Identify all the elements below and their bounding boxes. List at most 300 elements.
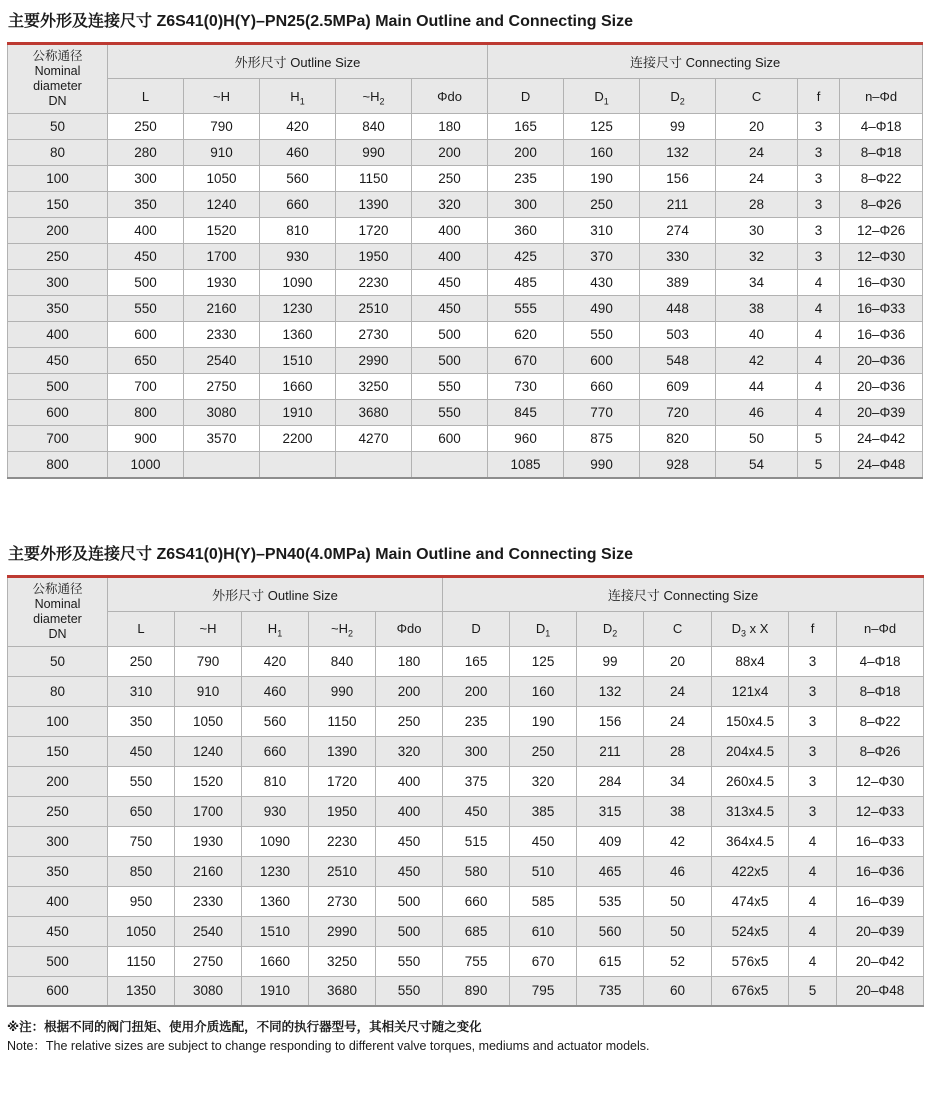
table-row xyxy=(8,676,924,706)
dn-header-line: DN xyxy=(48,626,67,641)
table-cell: 1050 xyxy=(108,916,175,946)
table-cell: 560 xyxy=(242,706,309,736)
table-cell: 800 xyxy=(108,400,184,426)
dn-header-line: DN xyxy=(48,94,67,108)
table-cell: 1150 xyxy=(108,946,175,976)
table-cell: 2510 xyxy=(309,856,376,886)
table-cell: 1660 xyxy=(260,374,336,400)
table-cell: 8–Φ22 xyxy=(840,166,923,192)
table-cell: 250 xyxy=(564,192,640,218)
table-cell: 12–Φ33 xyxy=(837,796,924,826)
table-row xyxy=(8,296,923,322)
table-cell: 425 xyxy=(488,244,564,270)
table-cell: 1720 xyxy=(309,766,376,796)
table-cell: 450 xyxy=(412,296,488,322)
table-cell: 3250 xyxy=(309,946,376,976)
table-cell: 448 xyxy=(640,296,716,322)
table-cell: 16–Φ30 xyxy=(840,270,923,296)
table-cell: 1720 xyxy=(336,218,412,244)
table-cell: 8–Φ26 xyxy=(837,736,924,766)
table-cell: 524x5 xyxy=(712,916,789,946)
table-row xyxy=(8,796,924,826)
table-cell: 3680 xyxy=(309,976,376,1006)
table-group-header-row xyxy=(8,576,924,611)
table-cell: 5 xyxy=(798,452,840,478)
column-header: L xyxy=(108,611,175,646)
table-cell: 1390 xyxy=(309,736,376,766)
table-cell: 3 xyxy=(798,218,840,244)
table-cell: 4–Φ18 xyxy=(837,646,924,676)
table-cell: 660 xyxy=(443,886,510,916)
table-cell: 450 xyxy=(376,826,443,856)
table-cell: 40 xyxy=(716,322,798,348)
table-cell: 235 xyxy=(488,166,564,192)
table-cell: 720 xyxy=(640,400,716,426)
table-cell: 560 xyxy=(260,166,336,192)
column-header: $D_1$ xyxy=(564,79,640,114)
table-cell: 450 xyxy=(108,736,175,766)
table-cell: 132 xyxy=(640,140,716,166)
table-row xyxy=(8,244,923,270)
table-cell: 4 xyxy=(798,322,840,348)
table-cell: 12–Φ30 xyxy=(837,766,924,796)
table-cell: 1950 xyxy=(309,796,376,826)
table-cell: 125 xyxy=(564,114,640,140)
table-cell: 3 xyxy=(798,244,840,270)
table-cell: 4 xyxy=(798,348,840,374)
table-cell: 990 xyxy=(564,452,640,478)
connecting-size-group-header: 连接尺寸 Connecting Size xyxy=(443,576,924,611)
dn-header-line: diameter xyxy=(33,611,82,626)
table-cell: 8–Φ18 xyxy=(837,676,924,706)
table-cell: 200 xyxy=(443,676,510,706)
table-cell: 385 xyxy=(510,796,577,826)
table-row xyxy=(8,322,923,348)
table-cell: 910 xyxy=(184,140,260,166)
table-cell: 165 xyxy=(488,114,564,140)
column-header: D xyxy=(443,611,510,646)
table-cell: 609 xyxy=(640,374,716,400)
table-cell: 8–Φ22 xyxy=(837,706,924,736)
table-cell: 320 xyxy=(510,766,577,796)
table-cell: 700 xyxy=(8,426,108,452)
table-cell: 400 xyxy=(8,322,108,348)
table-cell: 60 xyxy=(644,976,712,1006)
column-header: n–Φd xyxy=(837,611,924,646)
table-cell: 800 xyxy=(8,452,108,478)
table-cell: 750 xyxy=(108,826,175,856)
table-cell: 2510 xyxy=(336,296,412,322)
table-cell: 300 xyxy=(8,270,108,296)
table-cell: 409 xyxy=(577,826,644,856)
column-header: $D_1$ xyxy=(510,611,577,646)
table-cell: 20–Φ36 xyxy=(840,374,923,400)
table-cell: 156 xyxy=(577,706,644,736)
table-cell: 460 xyxy=(242,676,309,706)
table-row xyxy=(8,976,924,1006)
table-cell: 28 xyxy=(716,192,798,218)
table-cell: 320 xyxy=(376,736,443,766)
table-cell: 500 xyxy=(376,886,443,916)
table-cell: 34 xyxy=(716,270,798,296)
table-cell: 42 xyxy=(644,826,712,856)
table-cell: 370 xyxy=(564,244,640,270)
table-cell: 460 xyxy=(260,140,336,166)
table-cell: 795 xyxy=(510,976,577,1006)
table-cell: 20–Φ36 xyxy=(840,348,923,374)
table-cell: 200 xyxy=(8,766,108,796)
table-cell: 2230 xyxy=(309,826,376,856)
table-cell: 4 xyxy=(798,374,840,400)
table-cell: 1660 xyxy=(242,946,309,976)
table-cell: 510 xyxy=(510,856,577,886)
table-cell: 2730 xyxy=(309,886,376,916)
table-cell: 3250 xyxy=(336,374,412,400)
table-row xyxy=(8,452,923,478)
table-cell: 550 xyxy=(108,766,175,796)
table-cell: 650 xyxy=(108,796,175,826)
table-cell: 650 xyxy=(108,348,184,374)
table-cell: 928 xyxy=(640,452,716,478)
table-cell: 685 xyxy=(443,916,510,946)
column-header: $D_3$ x X xyxy=(712,611,789,646)
table-cell: 2160 xyxy=(175,856,242,886)
table-cell: 2330 xyxy=(184,322,260,348)
table-cell: 16–Φ33 xyxy=(837,826,924,856)
table-cell: 16–Φ36 xyxy=(840,322,923,348)
table-column-header-row xyxy=(8,79,923,114)
pn40-section xyxy=(7,541,920,1008)
table-cell: 1700 xyxy=(175,796,242,826)
table-cell: 580 xyxy=(443,856,510,886)
table-row xyxy=(8,192,923,218)
table-row xyxy=(8,766,924,796)
table-cell: 160 xyxy=(510,676,577,706)
table-cell: 790 xyxy=(184,114,260,140)
table-cell xyxy=(336,452,412,478)
table-cell: 12–Φ26 xyxy=(840,218,923,244)
table-cell: 80 xyxy=(8,140,108,166)
table-cell: 1360 xyxy=(242,886,309,916)
table-cell: 450 xyxy=(376,856,443,886)
table-cell: 3 xyxy=(798,192,840,218)
table-cell: 132 xyxy=(577,676,644,706)
table-cell: 260x4.5 xyxy=(712,766,789,796)
table-cell: 420 xyxy=(260,114,336,140)
table-cell: 364x4.5 xyxy=(712,826,789,856)
table-cell: 211 xyxy=(640,192,716,218)
table-cell: 2230 xyxy=(336,270,412,296)
table-cell: 450 xyxy=(443,796,510,826)
table-cell: 875 xyxy=(564,426,640,452)
table-cell: 32 xyxy=(716,244,798,270)
table-cell: 46 xyxy=(644,856,712,886)
table-cell: 1910 xyxy=(242,976,309,1006)
pn25-table-body xyxy=(8,114,923,478)
table-cell: 300 xyxy=(108,166,184,192)
column-header: $D_2$ xyxy=(577,611,644,646)
table-row xyxy=(8,916,924,946)
column-header: D xyxy=(488,79,564,114)
table-cell: 250 xyxy=(8,244,108,270)
table-cell: 50 xyxy=(8,114,108,140)
table-cell: 52 xyxy=(644,946,712,976)
table-row xyxy=(8,218,923,244)
table-cell: 4 xyxy=(789,826,837,856)
table-cell: 1050 xyxy=(175,706,242,736)
table-cell: 20–Φ42 xyxy=(837,946,924,976)
table-cell: 850 xyxy=(108,856,175,886)
table-cell: 50 xyxy=(644,916,712,946)
table-cell: 156 xyxy=(640,166,716,192)
table-cell: 500 xyxy=(412,322,488,348)
table-cell: 3 xyxy=(789,676,837,706)
table-cell: 4 xyxy=(789,916,837,946)
pn25-table xyxy=(7,42,923,479)
table-cell: 24–Φ42 xyxy=(840,426,923,452)
dn-header-line: 公称通径 xyxy=(32,49,83,63)
table-row xyxy=(8,270,923,296)
table-cell: 204x4.5 xyxy=(712,736,789,766)
table-cell: 500 xyxy=(8,946,108,976)
table-cell: 4 xyxy=(789,856,837,886)
table-row xyxy=(8,426,923,452)
table-cell: 3080 xyxy=(184,400,260,426)
table-row xyxy=(8,856,924,886)
table-cell: 8–Φ26 xyxy=(840,192,923,218)
table-cell: 88x4 xyxy=(712,646,789,676)
table-cell: 2540 xyxy=(175,916,242,946)
connecting-size-group-header: 连接尺寸 Connecting Size xyxy=(488,44,923,79)
table-cell: 845 xyxy=(488,400,564,426)
table-cell: 1240 xyxy=(175,736,242,766)
dn-header-cell xyxy=(8,44,108,114)
table-cell: 2990 xyxy=(336,348,412,374)
table-cell: 2540 xyxy=(184,348,260,374)
table-row xyxy=(8,826,924,856)
table-cell: 600 xyxy=(564,348,640,374)
table-cell: 1910 xyxy=(260,400,336,426)
table-cell: 420 xyxy=(242,646,309,676)
table-row xyxy=(8,114,923,140)
table-cell: 80 xyxy=(8,676,108,706)
table-row xyxy=(8,348,923,374)
table-cell: 730 xyxy=(488,374,564,400)
table-cell: 450 xyxy=(8,348,108,374)
table-cell: 280 xyxy=(108,140,184,166)
table-cell: 550 xyxy=(412,374,488,400)
table-row xyxy=(8,140,923,166)
table-cell: 2990 xyxy=(309,916,376,946)
table-cell: 16–Φ33 xyxy=(840,296,923,322)
table-cell: 190 xyxy=(510,706,577,736)
column-header: Φdo xyxy=(412,79,488,114)
table-cell: 30 xyxy=(716,218,798,244)
table-cell: 12–Φ30 xyxy=(840,244,923,270)
table-cell: 810 xyxy=(242,766,309,796)
table-cell: 1350 xyxy=(108,976,175,1006)
table-cell: 1230 xyxy=(242,856,309,886)
table-cell: 150 xyxy=(8,736,108,766)
table-cell: 250 xyxy=(412,166,488,192)
table-cell: 3 xyxy=(789,766,837,796)
table-cell: 4 xyxy=(798,270,840,296)
table-cell: 300 xyxy=(488,192,564,218)
column-header: L xyxy=(108,79,184,114)
table-cell: 24 xyxy=(644,676,712,706)
table-cell: 450 xyxy=(510,826,577,856)
table-cell: 3 xyxy=(798,140,840,166)
table-cell: 160 xyxy=(564,140,640,166)
table-cell: 2200 xyxy=(260,426,336,452)
table-cell: 24 xyxy=(716,140,798,166)
table-cell: 121x4 xyxy=(712,676,789,706)
table-cell: 600 xyxy=(412,426,488,452)
footnotes xyxy=(7,1018,920,1055)
table-cell: 350 xyxy=(8,856,108,886)
table-cell: 3080 xyxy=(175,976,242,1006)
table-cell: 550 xyxy=(412,400,488,426)
table-cell: 4 xyxy=(798,296,840,322)
table-cell: 490 xyxy=(564,296,640,322)
table-cell: 4 xyxy=(789,946,837,976)
table-cell: 5 xyxy=(798,426,840,452)
table-cell: 3 xyxy=(798,166,840,192)
table-cell: 400 xyxy=(412,218,488,244)
table-cell xyxy=(412,452,488,478)
table-cell: 1700 xyxy=(184,244,260,270)
table-cell: 550 xyxy=(376,976,443,1006)
table-cell: 16–Φ36 xyxy=(837,856,924,886)
table-cell: 1090 xyxy=(260,270,336,296)
table-cell: 610 xyxy=(510,916,577,946)
table-row xyxy=(8,166,923,192)
table-cell: 960 xyxy=(488,426,564,452)
column-header: $\sim H_2$ xyxy=(309,611,376,646)
table-cell: 1085 xyxy=(488,452,564,478)
table-cell: 235 xyxy=(443,706,510,736)
table-cell: 1520 xyxy=(184,218,260,244)
table-cell: 8–Φ18 xyxy=(840,140,923,166)
table-cell: 24–Φ48 xyxy=(840,452,923,478)
table-cell: 670 xyxy=(488,348,564,374)
table-cell: 950 xyxy=(108,886,175,916)
dn-header-line: Nominal xyxy=(34,596,81,611)
table-cell: 500 xyxy=(412,348,488,374)
dn-header-line: Nominal xyxy=(34,64,81,78)
note-chinese: ※注：根据不同的阀门扭矩、使用介质选配，不同的执行器型号，其相关尺寸随之变化 xyxy=(7,1020,482,1034)
table-cell: 50 xyxy=(8,646,108,676)
pn40-table-body xyxy=(8,646,924,1006)
table-cell: 3 xyxy=(789,646,837,676)
table-cell: 99 xyxy=(577,646,644,676)
column-header: $H_1$ xyxy=(260,79,336,114)
table-cell: 1230 xyxy=(260,296,336,322)
table-cell: 600 xyxy=(8,400,108,426)
note-english: Note：The relative sizes are subject to change responding to different valve torques, mediums and actuator models. xyxy=(7,1039,650,1053)
table-cell: 450 xyxy=(412,270,488,296)
table-cell: 550 xyxy=(108,296,184,322)
column-header: ~H xyxy=(184,79,260,114)
table-cell: 3 xyxy=(798,114,840,140)
table-cell: 44 xyxy=(716,374,798,400)
table-cell xyxy=(260,452,336,478)
table-cell: 50 xyxy=(716,426,798,452)
table-cell: 576x5 xyxy=(712,946,789,976)
table-cell: 284 xyxy=(577,766,644,796)
table-cell: 300 xyxy=(443,736,510,766)
table-cell: 200 xyxy=(488,140,564,166)
column-header: $H_1$ xyxy=(242,611,309,646)
table-cell: 670 xyxy=(510,946,577,976)
table-cell: 615 xyxy=(577,946,644,976)
table-cell: 4 xyxy=(798,400,840,426)
table-cell: 211 xyxy=(577,736,644,766)
table-cell: 735 xyxy=(577,976,644,1006)
table-cell: 515 xyxy=(443,826,510,856)
table-row xyxy=(8,736,924,766)
column-header: f xyxy=(798,79,840,114)
table-cell: 125 xyxy=(510,646,577,676)
table-cell: 310 xyxy=(564,218,640,244)
table-row xyxy=(8,886,924,916)
column-header: f xyxy=(789,611,837,646)
table-cell: 2160 xyxy=(184,296,260,322)
table-cell: 300 xyxy=(8,826,108,856)
table-cell: 450 xyxy=(108,244,184,270)
pn25-table-title: 主要外形及连接尺寸 Z6S41(0)H(Y)–PN25(2.5MPa) Main Outline and Connecting Size xyxy=(8,13,633,30)
table-cell: 250 xyxy=(108,114,184,140)
table-cell: 100 xyxy=(8,706,108,736)
dn-header-cell xyxy=(8,576,108,646)
table-cell: 20–Φ39 xyxy=(837,916,924,946)
table-cell: 20 xyxy=(716,114,798,140)
table-cell: 560 xyxy=(577,916,644,946)
table-cell: 250 xyxy=(8,796,108,826)
table-cell: 465 xyxy=(577,856,644,886)
table-cell: 620 xyxy=(488,322,564,348)
table-cell: 930 xyxy=(242,796,309,826)
outline-size-group-header: 外形尺寸 Outline Size xyxy=(108,576,443,611)
table-cell: 1150 xyxy=(309,706,376,736)
table-cell: 3 xyxy=(789,796,837,826)
table-cell: 200 xyxy=(8,218,108,244)
table-cell: 1510 xyxy=(260,348,336,374)
table-cell: 535 xyxy=(577,886,644,916)
table-cell: 1360 xyxy=(260,322,336,348)
table-cell: 810 xyxy=(260,218,336,244)
table-cell: 1090 xyxy=(242,826,309,856)
pn25-section xyxy=(7,8,920,479)
table-cell: 2330 xyxy=(175,886,242,916)
table-cell: 350 xyxy=(108,706,175,736)
table-cell: 1000 xyxy=(108,452,184,478)
table-cell: 3 xyxy=(789,706,837,736)
table-cell: 550 xyxy=(564,322,640,348)
table-cell: 700 xyxy=(108,374,184,400)
table-cell: 555 xyxy=(488,296,564,322)
table-cell: 1150 xyxy=(336,166,412,192)
table-cell: 34 xyxy=(644,766,712,796)
table-cell: 474x5 xyxy=(712,886,789,916)
table-cell: 2730 xyxy=(336,322,412,348)
table-cell: 1930 xyxy=(175,826,242,856)
table-cell: 313x4.5 xyxy=(712,796,789,826)
table-cell: 2750 xyxy=(184,374,260,400)
table-cell: 676x5 xyxy=(712,976,789,1006)
table-cell: 585 xyxy=(510,886,577,916)
table-cell xyxy=(184,452,260,478)
